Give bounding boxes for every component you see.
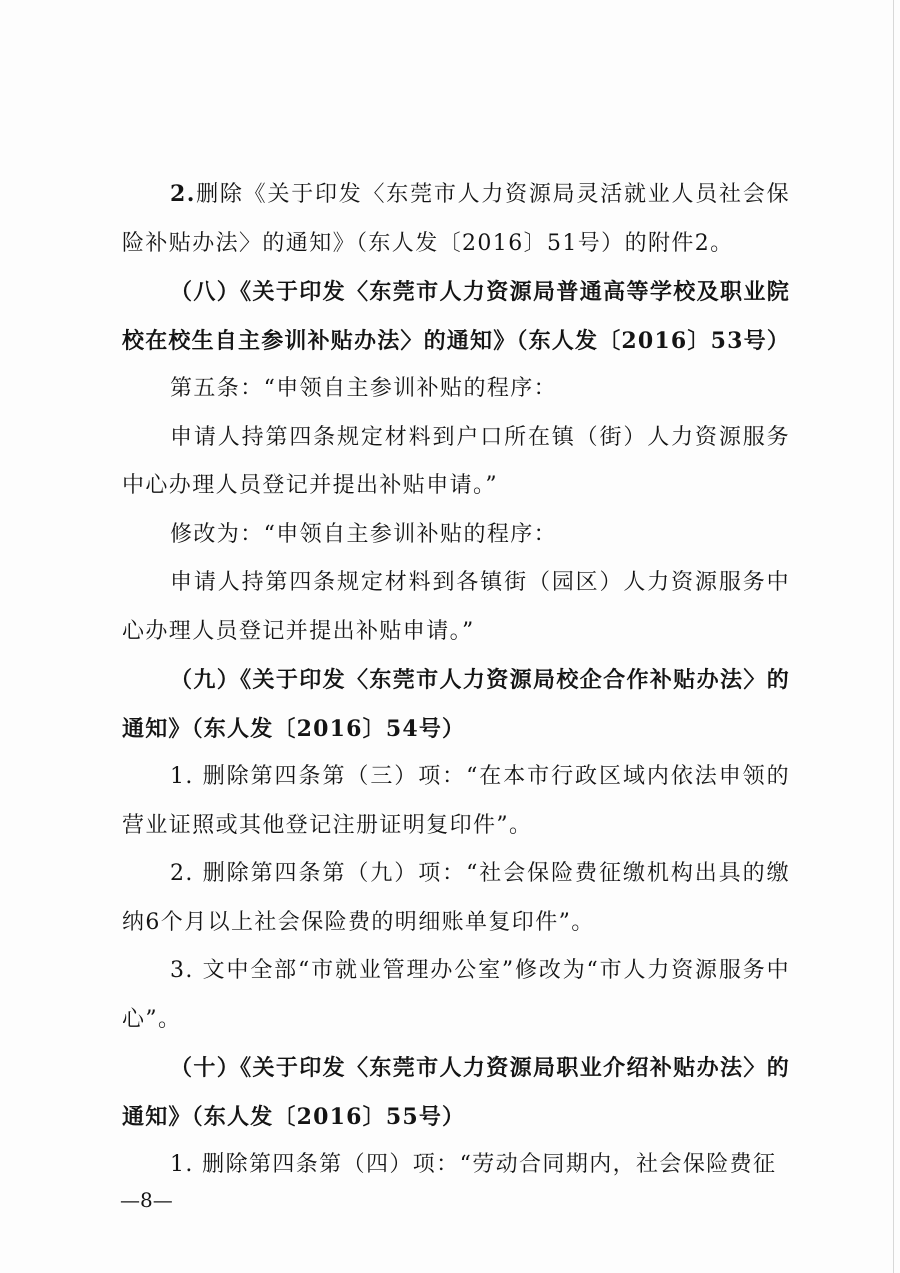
paragraph-article-5: 第五条：“申领自主参训补贴的程序：: [170, 376, 558, 401]
section-heading-10: （十）《关于印发〈东莞市人力资源局职业介绍补贴办法〉的通知》（东人发〔2016〕55号）: [122, 1055, 790, 1130]
document-body: [122, 170, 790, 1190]
paragraph-item-9-1: 1. 删除第四条第（三）项：“在本市行政区域内依法申领的营业证照或其他登记注册证明复印件”。: [122, 764, 790, 838]
item-text: 删除《关于印发〈东莞市人力资源局灵活就业人员社会保险补贴办法〉的通知》（东人发〔2016〕51号）的附件2。: [122, 182, 790, 256]
scan-edge-line: [893, 0, 894, 1273]
page-number: —8—: [120, 1188, 173, 1212]
item-number: 2.: [170, 181, 196, 207]
paragraph-amended-to: 修改为：“申领自主参训补贴的程序：: [170, 521, 558, 547]
paragraph-item-10-1: 1. 删除第四条第（四）项：“劳动合同期内，社会保险费征: [170, 1152, 777, 1177]
section-heading-8: （八）《关于印发〈东莞市人力资源局普通高等学校及职业院校在校生自主参训补贴办法〉的通知》（东人发〔2016〕53号）: [122, 279, 791, 354]
paragraph-item-9-3: 3. 文中全部“市就业管理办公室”修改为“市人力资源服务中心”。: [122, 958, 790, 1032]
section-heading-9: （九）《关于印发〈东莞市人力资源局校企合作补贴办法〉的通知》（东人发〔2016〕54号）: [122, 667, 790, 742]
paragraph-amended-text: 申请人持第四条规定材料到各镇街（园区）人力资源服务中心办理人员登记并提出补贴申请。”: [122, 570, 790, 644]
paragraph-original-text: 申请人持第四条规定材料到户口所在镇（街）人力资源服务中心办理人员登记并提出补贴申请。”: [122, 424, 790, 498]
paragraph-item-9-2: 2. 删除第四条第（九）项：“社会保险费征缴机构出具的缴纳6个月以上社会保险费的明细账单复印件”。: [122, 861, 790, 935]
paragraph-item-2: [122, 170, 790, 268]
